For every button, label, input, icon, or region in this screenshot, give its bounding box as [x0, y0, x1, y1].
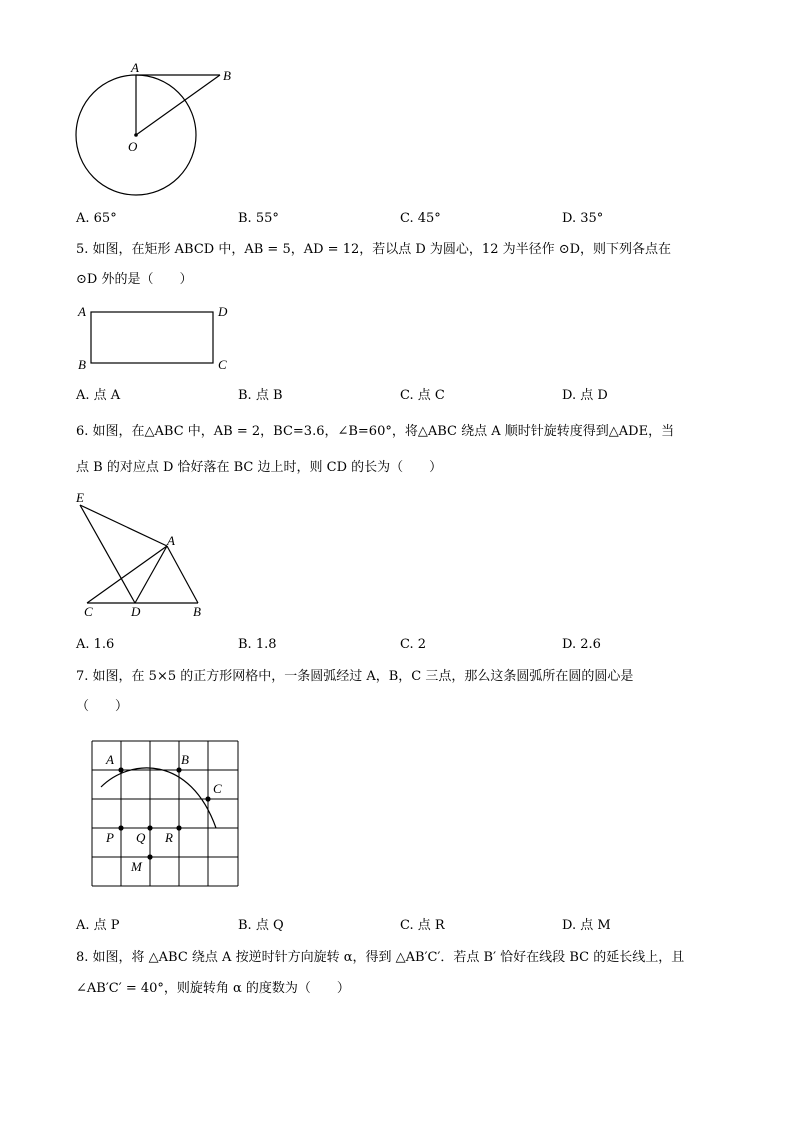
- q4-option-b: B. 55°: [238, 211, 279, 226]
- q5-label-b: B: [78, 357, 86, 372]
- q6-option-c: C. 2: [400, 637, 427, 652]
- q7-option-d: D. 点 M: [562, 918, 611, 933]
- q5-question-line1: 5. 如图，在矩形 ABCD 中，AB = 5，AD = 12，若以点 D 为圆心，12 为半径作 ⊙D，则下列各点在: [76, 242, 672, 257]
- q5-option-d: D. 点 D: [562, 388, 608, 403]
- q5-label-c: C: [218, 357, 227, 372]
- q5-option-c: C. 点 C: [400, 388, 445, 403]
- q7-label-b: B: [181, 752, 189, 767]
- q5-question-line2: ⊙D 外的是（ ）: [76, 272, 193, 287]
- q5-option-b: B. 点 B: [238, 388, 283, 403]
- q7-question-line2: （ ）: [76, 699, 129, 714]
- q6-label-e: E: [76, 490, 84, 505]
- q4-label-o: O: [128, 139, 138, 154]
- q7-label-r: R: [165, 830, 173, 845]
- q5-label-a: A: [78, 304, 86, 319]
- q6-label-d: D: [131, 604, 141, 619]
- q7-option-a: A. 点 P: [76, 918, 120, 933]
- q7-point-a: [118, 767, 123, 772]
- q4-option-c: C. 45°: [400, 211, 441, 226]
- q6-label-a: A: [167, 533, 175, 548]
- q7-point-m: [147, 854, 152, 859]
- q4-option-a: A. 65°: [76, 211, 117, 226]
- q4-label-b: B: [223, 68, 231, 83]
- q7-label-p: P: [106, 830, 114, 845]
- q6-label-c: C: [84, 604, 93, 619]
- q7-point-p: [118, 825, 123, 830]
- q7-point-q: [147, 825, 152, 830]
- q7-point-b: [176, 767, 181, 772]
- q7-label-a: A: [106, 752, 114, 767]
- q6-option-a: A. 1.6: [76, 637, 115, 652]
- q5-label-d: D: [218, 304, 228, 319]
- q7-point-c: [205, 796, 210, 801]
- q8-question-line2: ∠AB′C′ = 40°，则旋转角 α 的度数为（ ）: [76, 981, 350, 996]
- q5-option-a: A. 点 A: [76, 388, 121, 403]
- q6-question-line2: 点 B 的对应点 D 恰好落在 BC 边上时，则 CD 的长为（ ）: [76, 460, 443, 475]
- q6-option-d: D. 2.6: [562, 637, 601, 652]
- q7-option-c: C. 点 R: [400, 918, 445, 933]
- q7-label-c: C: [213, 781, 222, 796]
- q7-arc: [101, 768, 216, 828]
- q7-label-q: Q: [136, 830, 146, 845]
- q7-option-b: B. 点 Q: [238, 918, 284, 933]
- q8-question-line1: 8. 如图，将 △ABC 绕点 A 按逆时针方向旋转 α，得到 △AB′C′．若点 B′ 恰好在线段 BC 的延长线上，且: [76, 950, 685, 965]
- q7-label-m: M: [131, 859, 142, 874]
- q6-question-line1: 6. 如图，在△ABC 中，AB = 2，BC=3.6，∠B=60°，将△ABC 绕点 A 顺时针旋转度得到△ADE，当: [76, 424, 675, 439]
- q7-question-line1: 7. 如图，在 5×5 的正方形网格中，一条圆弧经过 A，B，C 三点，那么这条圆弧所在圆的圆心是: [76, 669, 634, 684]
- q4-option-d: D. 35°: [562, 211, 604, 226]
- q4-label-a: A: [131, 60, 139, 75]
- q6-label-b: B: [193, 604, 201, 619]
- q7-point-r: [176, 825, 181, 830]
- q6-option-b: B. 1.8: [238, 637, 277, 652]
